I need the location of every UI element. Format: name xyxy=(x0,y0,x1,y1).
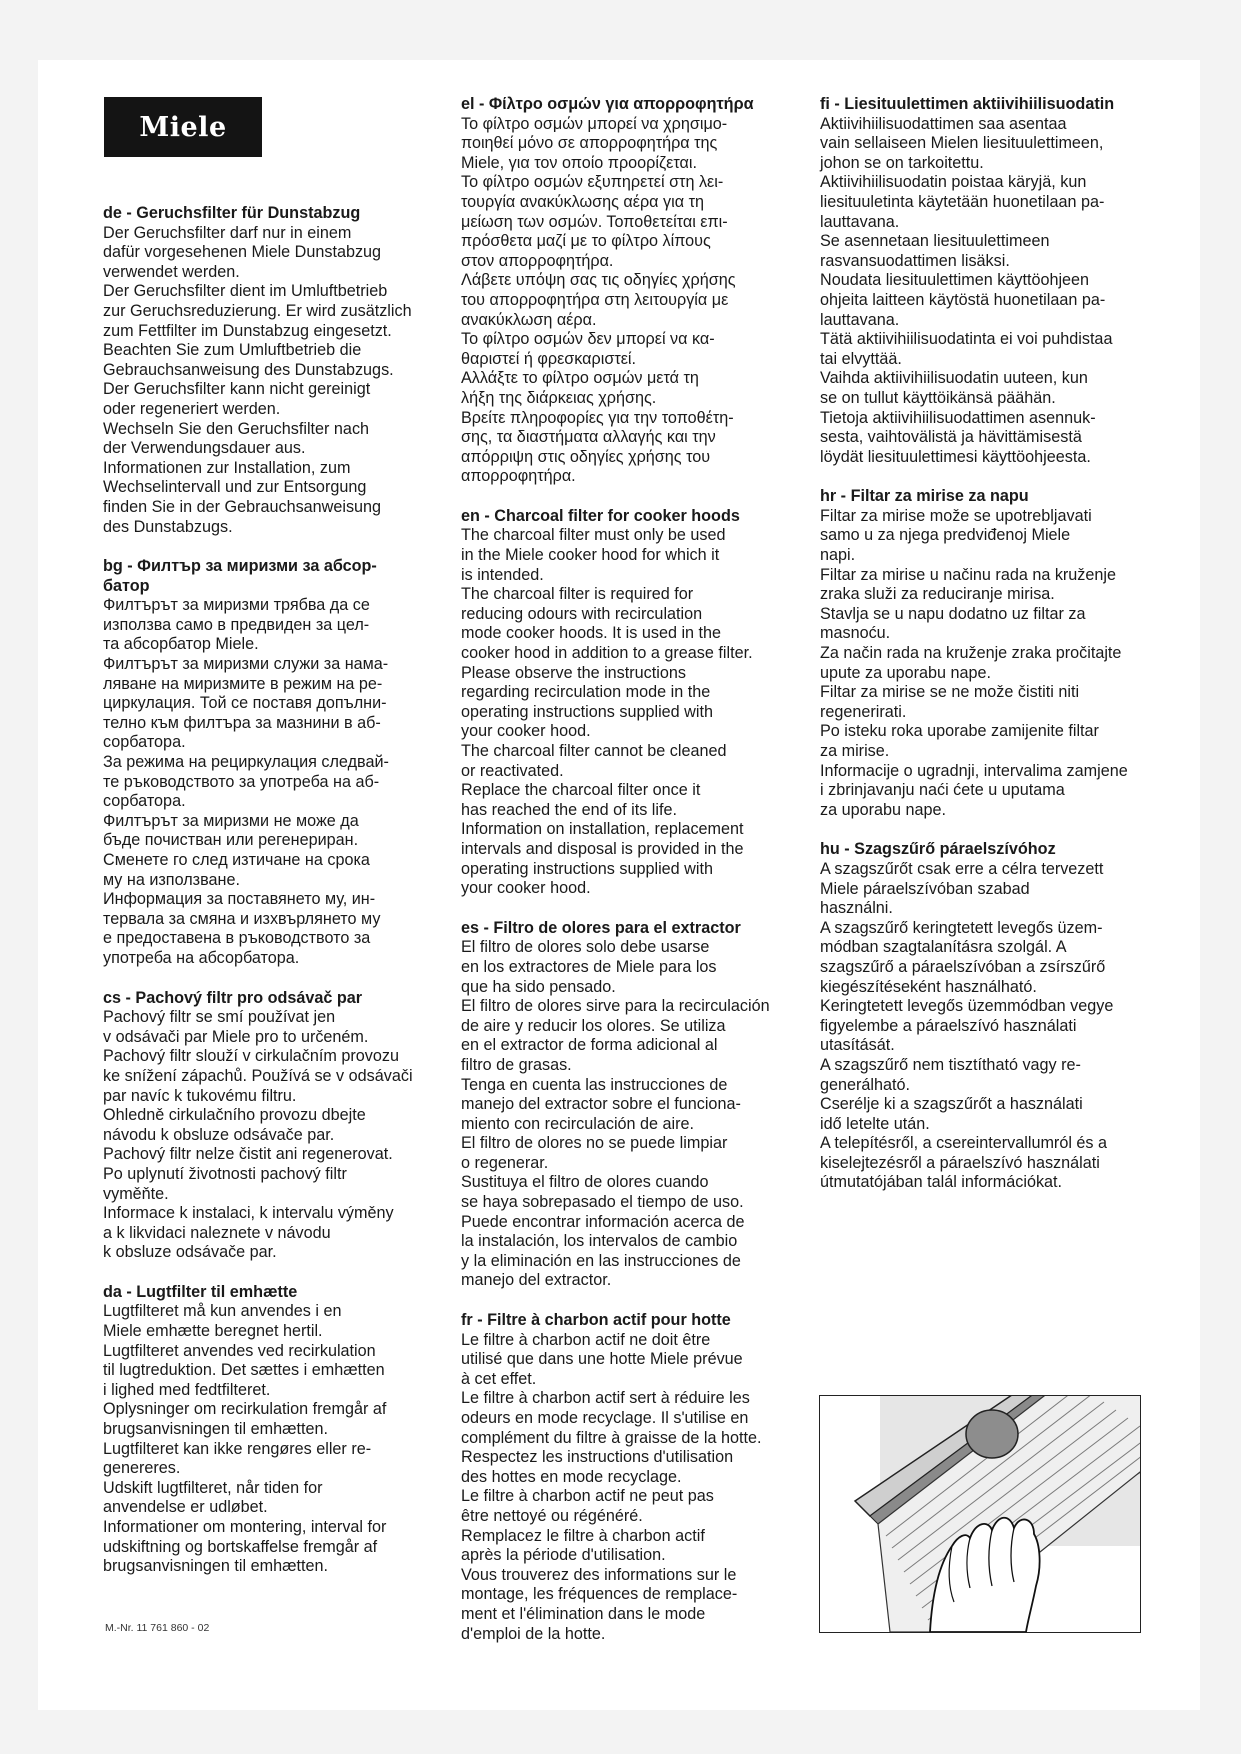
text-line: módban szagtalanításra szolgál. A xyxy=(820,938,1067,957)
text-line: or reactivated. xyxy=(461,761,564,780)
heading-line: fi - Liesituulettimen aktiivihiilisuodatin xyxy=(820,95,1115,113)
text-line: Za način rada na kruženje zraka pročitajte xyxy=(820,644,1122,663)
text-line: Wechseln Sie den Geruchsfilter nach xyxy=(103,419,370,438)
text-line: Lugtfilteret anvendes ved recirkulation xyxy=(103,1341,376,1360)
language-section xyxy=(820,840,1165,1193)
text-line: Pachový filtr se smí používat jen xyxy=(103,1008,336,1027)
text-line: se haya sobrepasado el tiempo de uso. xyxy=(461,1193,744,1212)
text-line: πρόσθετα μαζί με το φίλτρο λίπους xyxy=(461,232,711,251)
text-line: Remplacez le filtre à charbon actif xyxy=(461,1526,705,1545)
text-line: filtro de grasas. xyxy=(461,1055,572,1074)
heading-line: de - Geruchsfilter für Dunstabzug xyxy=(103,204,361,222)
text-line: upute za uporabu nape. xyxy=(820,663,992,682)
text-line: tai elvyttää. xyxy=(820,349,902,368)
text-line: i zbrinjavanju naći ćete u uputama xyxy=(820,781,1065,800)
text-line: Cserélje ki a szagszűrőt a használati xyxy=(820,1095,1083,1114)
language-section xyxy=(103,557,448,968)
document-number: M.-Nr. 11 761 860 - 02 xyxy=(105,1622,210,1634)
section-body xyxy=(820,507,1165,821)
text-line: στον απορροφητήρα. xyxy=(461,251,614,270)
text-line: Beachten Sie zum Umluftbetrieb die xyxy=(103,341,362,360)
text-line: generálható. xyxy=(820,1075,911,1094)
text-line: anvendelse er udløbet. xyxy=(103,1498,268,1517)
text-line: i lighed med fedtfilteret. xyxy=(103,1380,271,1399)
text-line: Informacije o ugradnji, intervalima zamjene xyxy=(820,761,1128,780)
section-heading xyxy=(820,840,1165,860)
text-line: Miele emhætte beregnet hertil. xyxy=(103,1322,323,1341)
text-line: kiegészítéseként használható. xyxy=(820,977,1037,996)
text-line: napi. xyxy=(820,546,856,565)
text-line: lauttavana. xyxy=(820,212,900,231)
text-line: v odsávači par Miele pro to určeném. xyxy=(103,1027,369,1046)
text-line: Tietoja aktiivihiilisuodattimen asennuk- xyxy=(820,408,1096,427)
text-line: Λάβετε υπόψη σας τις οδηγίες χρήσης xyxy=(461,271,736,290)
section-heading xyxy=(820,487,1165,507)
text-line: Gebrauchsanweisung des Dunstabzugs. xyxy=(103,360,394,379)
text-line: za uporabu nape. xyxy=(820,800,947,819)
text-line: Informationer om montering, interval for xyxy=(103,1518,387,1536)
text-line: Der Geruchsfilter kann nicht gereinigt xyxy=(103,380,371,399)
language-section xyxy=(461,507,806,899)
text-line: ment et l'élimination dans le mode xyxy=(461,1604,706,1623)
text-line: Se asennetaan liesituulettimeen xyxy=(820,232,1050,251)
text-line: Oplysninger om recirkulation fremgår af xyxy=(103,1400,387,1419)
logo-text: Miele xyxy=(139,111,227,143)
text-line: mode cooker hoods. It is used in the xyxy=(461,624,722,643)
text-line: après la période d'utilisation. xyxy=(461,1546,666,1565)
text-line: Sustituya el filtro de olores cuando xyxy=(461,1173,709,1192)
section-heading xyxy=(461,919,806,939)
section-heading xyxy=(461,95,806,115)
section-body xyxy=(461,115,806,487)
text-line: Please observe the instructions xyxy=(461,663,686,682)
text-line: Le filtre à charbon actif ne doit être xyxy=(461,1330,711,1349)
text-line: ляване на миризмите в режим на ре- xyxy=(103,674,383,693)
text-line: Respectez les instructions d'utilisation xyxy=(461,1448,734,1467)
text-line: Filtar za mirise u načinu rada na kruženje xyxy=(820,565,1117,584)
text-column-1 xyxy=(103,204,448,1597)
text-line: d'emploi de la hotte. xyxy=(461,1624,606,1643)
text-line: бъде почистван или регенериран. xyxy=(103,831,359,850)
heading-line: es - Filtro de olores para el extractor xyxy=(461,918,741,937)
text-line: udskiftning og bortskaffelse fremgår af xyxy=(103,1537,378,1556)
heading-line: en - Charcoal filter for cooker hoods xyxy=(461,506,740,525)
text-line: complément du filtre à graisse de la hotte. xyxy=(461,1428,762,1447)
section-body xyxy=(103,1302,448,1576)
text-line: те ръководството за употреба на аб- xyxy=(103,772,380,791)
text-line: Miele, για τον οποίο προορίζεται. xyxy=(461,153,697,172)
text-line: Lugtfilteret må kun anvendes i en xyxy=(103,1302,342,1321)
text-line: Βρείτε πληροφορίες για την τοποθέτη- xyxy=(461,408,734,427)
text-column-3 xyxy=(820,95,1165,1213)
language-section xyxy=(103,204,448,537)
text-line: la instalación, los intervalos de cambio xyxy=(461,1232,738,1251)
text-line: à cet effet. xyxy=(461,1369,537,1388)
text-line: zraka služi za reduciranje mirisa. xyxy=(820,585,1055,604)
heading-line: cs - Pachový filtr pro odsávač par xyxy=(103,988,363,1007)
text-line: Noudata liesituulettimen käyttöohjeen xyxy=(820,271,1090,290)
text-line: ohjeita laitteen käytöstä huonetilaan pa- xyxy=(820,290,1106,309)
text-line: Филтърът за миризми трябва да се xyxy=(103,596,370,615)
text-line: απορροφητήρα. xyxy=(461,467,576,486)
text-line: des Dunstabzugs. xyxy=(103,517,233,536)
text-line: zum Fettfilter im Dunstabzug eingesetzt. xyxy=(103,321,392,340)
section-heading xyxy=(461,1311,806,1331)
language-section xyxy=(103,989,448,1263)
section-body xyxy=(461,938,806,1291)
text-line: λήξη της διάρκειας χρήσης. xyxy=(461,388,657,407)
text-line: your cooker hood. xyxy=(461,879,591,898)
text-column-2 xyxy=(461,95,806,1664)
text-line: operating instructions supplied with xyxy=(461,859,713,878)
text-line: Der Geruchsfilter dient im Umluftbetrieb xyxy=(103,282,388,301)
text-line: operating instructions supplied with xyxy=(461,702,713,721)
text-line: a k likvidaci naleznete v návodu xyxy=(103,1223,331,1242)
text-line: Replace the charcoal filter once it xyxy=(461,781,701,800)
text-line: е предоставена в ръководството за xyxy=(103,929,371,948)
text-line: rasvansuodattimen lisäksi. xyxy=(820,251,1010,270)
text-line: Сменете го след изтичане на срока xyxy=(103,851,370,869)
text-line: cooker hood in addition to a grease filter. xyxy=(461,644,753,663)
text-line: en los extractores de Miele para los xyxy=(461,957,717,976)
text-line: Aktiivihiilisuodattimen saa asentaa xyxy=(820,114,1067,133)
language-section xyxy=(461,1311,806,1644)
text-line: in the Miele cooker hood for which it xyxy=(461,546,720,565)
text-line: Puede encontrar información acerca de xyxy=(461,1212,745,1231)
text-line: être nettoyé ou régénéré. xyxy=(461,1506,643,1525)
text-line: Po uplynutí životnosti pachový filtr xyxy=(103,1164,347,1183)
text-line: циркулация. Той се поставя допълни- xyxy=(103,694,387,713)
text-line: johon se on tarkoitettu. xyxy=(820,153,984,172)
text-line: Informationen zur Installation, zum xyxy=(103,458,351,477)
text-line: τουργία ανακύκλωσης αέρα για τη xyxy=(461,192,704,211)
section-body xyxy=(103,224,448,538)
heading-line: hr - Filtar za mirise za napu xyxy=(820,487,1029,506)
text-line: utilisé que dans une hotte Miele prévue xyxy=(461,1350,743,1369)
text-line: Po isteku roka uporabe zamijenite filtar xyxy=(820,722,1099,741)
section-heading xyxy=(103,989,448,1009)
text-line: se on tullut käyttöikänsä päähän. xyxy=(820,388,1056,407)
text-line: regenerirati. xyxy=(820,702,907,721)
text-line: El filtro de olores no se puede limpiar xyxy=(461,1134,728,1153)
text-line: El filtro de olores solo debe usarse xyxy=(461,938,710,957)
text-line: löydät liesituulettimesi käyttöohjeesta. xyxy=(820,447,1091,466)
language-section xyxy=(103,1283,448,1577)
filter-installation-illustration xyxy=(819,1395,1141,1633)
text-line: en el extractor de forma adicional al xyxy=(461,1036,718,1055)
text-line: your cooker hood. xyxy=(461,722,591,741)
text-line: szagszűrő a páraelszívóban a zsírszűrő xyxy=(820,957,1106,976)
text-line: тервала за смяна и изхвърлянето му xyxy=(103,909,381,928)
text-line: El filtro de olores sirve para la recirculación xyxy=(461,997,770,1016)
text-line: απόρριψη στις οδηγίες χρήσης του xyxy=(461,447,711,466)
section-body xyxy=(461,526,806,898)
text-line: útmutatójában talál információkat. xyxy=(820,1173,1063,1192)
text-line: Keringtetett levegős üzemmódban vegye xyxy=(820,997,1114,1016)
language-section xyxy=(461,95,806,487)
heading-line: bg - Филтър за миризми за абсор- xyxy=(103,557,377,576)
text-line: Το φίλτρο οσμών μπορεί να χρησιμο- xyxy=(461,114,728,133)
text-line: regarding recirculation mode in the xyxy=(461,683,711,702)
text-line: Tätä aktiivihiilisuodatinta ei voi puhdistaa xyxy=(820,330,1113,349)
text-line: ke snížení zápachů. Používá se v odsávači xyxy=(103,1066,413,1085)
text-line: ποιηθεί μόνο σε απορροφητήρα της xyxy=(461,134,718,153)
text-line: A szagszűrő nem tisztítható vagy re- xyxy=(820,1055,1081,1074)
text-line: Ohledně cirkulačního provozu dbejte xyxy=(103,1106,366,1125)
text-line: Vaihda aktiivihiilisuodatin uuteen, kun xyxy=(820,369,1088,388)
heading-line: fr - Filtre à charbon actif pour hotte xyxy=(461,1311,731,1330)
text-line: finden Sie in der Gebrauchsanweisung xyxy=(103,497,382,516)
section-heading xyxy=(103,204,448,224)
text-line: utasítását. xyxy=(820,1036,895,1055)
section-body xyxy=(103,596,448,968)
text-line: Pachový filtr nelze čistit ani regenerovat. xyxy=(103,1145,393,1164)
text-line: manejo del extractor. xyxy=(461,1271,612,1290)
text-line: o regenerar. xyxy=(461,1153,549,1172)
text-line: zur Geruchsreduzierung. Er wird zusätzlich xyxy=(103,301,412,320)
text-line: oder regeneriert werden. xyxy=(103,399,281,418)
text-line: телно към филтъра за мазнини в аб- xyxy=(103,713,381,732)
text-line: des hottes en mode recyclage. xyxy=(461,1467,682,1486)
text-line: Филтърът за миризми не може да xyxy=(103,811,359,830)
text-line: Το φίλτρο οσμών δεν μπορεί να κα- xyxy=(461,330,715,349)
heading-line: el - Φίλτρο οσμών για απορροφητήρα xyxy=(461,95,754,113)
text-line: Филтърът за миризми служи за нама- xyxy=(103,655,389,674)
text-line: y la eliminación en las instrucciones de xyxy=(461,1251,741,1270)
text-line: Der Geruchsfilter darf nur in einem xyxy=(103,223,352,242)
text-line: za mirise. xyxy=(820,742,890,760)
section-body xyxy=(103,1008,448,1263)
text-line: Information on installation, replacement xyxy=(461,820,744,839)
language-section xyxy=(820,95,1165,467)
text-line: μείωση των οσμών. Τοποθετείται επι- xyxy=(461,212,728,231)
text-line: használni. xyxy=(820,899,893,918)
text-line: de aire y reducir los olores. Se utiliza xyxy=(461,1016,726,1035)
text-line: Aktiivihiilisuodatin poistaa käryjä, kun xyxy=(820,173,1087,192)
text-line: Wechselintervall und zur Entsorgung xyxy=(103,478,367,497)
text-line: kiselejtezésről a páraelszívó használati xyxy=(820,1153,1100,1172)
text-line: The charcoal filter is required for xyxy=(461,585,694,604)
section-heading xyxy=(820,95,1165,115)
text-line: Vous trouverez des informations sur le xyxy=(461,1565,737,1584)
text-line: θαριστεί ή φρεσκαριστεί. xyxy=(461,349,637,368)
language-section xyxy=(820,487,1165,820)
language-section xyxy=(461,919,806,1291)
section-body xyxy=(820,860,1165,1193)
text-line: samo u za njega predviđenoj Miele xyxy=(820,526,1071,545)
text-line: brugsanvisningen til emhætten. xyxy=(103,1557,328,1576)
text-line: genereres. xyxy=(103,1459,181,1478)
text-line: Miele páraelszívóban szabad xyxy=(820,879,1030,898)
text-line: Filtar za mirise može se upotrebljavati xyxy=(820,506,1092,525)
text-line: intervals and disposal is provided in the xyxy=(461,839,744,858)
text-line: Udskift lugtfilteret, når tiden for xyxy=(103,1478,323,1497)
text-line: A szagszűrőt csak erre a célra tervezett xyxy=(820,859,1104,878)
text-line: que ha sido pensado. xyxy=(461,977,616,996)
text-line: използва само в предвиден за цел- xyxy=(103,615,370,634)
text-line: σης, τα διαστήματα αλλαγής και την xyxy=(461,428,716,447)
text-line: Pachový filtr slouží v cirkulačním provozu xyxy=(103,1047,399,1066)
text-line: Filtar za mirise se ne može čistiti niti xyxy=(820,683,1080,702)
section-heading xyxy=(103,1283,448,1303)
heading-line: батор xyxy=(103,576,150,595)
text-line: Αλλάξτε το φίλτρο οσμών μετά τη xyxy=(461,369,699,388)
miele-logo xyxy=(104,97,262,157)
text-line: Tenga en cuenta las instrucciones de xyxy=(461,1075,728,1094)
text-line: та абсорбатор Miele. xyxy=(103,635,259,654)
text-line: k obsluze odsávače par. xyxy=(103,1243,277,1262)
text-line: idő letelte után. xyxy=(820,1114,930,1133)
text-line: reducing odours with recirculation xyxy=(461,604,703,623)
text-line: lauttavana. xyxy=(820,310,900,329)
text-line: dafür vorgesehenen Miele Dunstabzug xyxy=(103,243,382,262)
text-line: A telepítésről, a csereintervallumról és a xyxy=(820,1134,1108,1153)
text-line: Informace k instalaci, k intervalu výměny xyxy=(103,1204,394,1223)
text-line: ανακύκλωση αέρα. xyxy=(461,310,597,329)
heading-line: da - Lugtfilter til emhætte xyxy=(103,1282,298,1301)
text-line: Le filtre à charbon actif ne peut pas xyxy=(461,1487,714,1506)
text-line: сорбатора. xyxy=(103,792,186,811)
text-line: του απορροφητήρα στη λειτουργία με xyxy=(461,290,729,309)
text-line: Информация за поставянето му, ин- xyxy=(103,890,376,909)
section-body xyxy=(461,1331,806,1645)
text-line: til lugtreduktion. Det sættes i emhætten xyxy=(103,1361,385,1380)
text-line: liesituuletinta käytetään huonetilaan pa- xyxy=(820,192,1105,211)
text-line: verwendet werden. xyxy=(103,262,240,281)
text-line: masnoću. xyxy=(820,624,891,643)
text-line: miento con recirculación de aire. xyxy=(461,1114,695,1133)
text-line: sesta, vaihtovälistä ja hävittämisestä xyxy=(820,428,1082,447)
text-line: The charcoal filter cannot be cleaned xyxy=(461,742,727,760)
text-line: figyelembe a páraelszívó használati xyxy=(820,1016,1077,1035)
text-line: odeurs en mode recyclage. Il s'utilise en xyxy=(461,1409,749,1427)
heading-line: hu - Szagszűrő páraelszívóhoz xyxy=(820,840,1056,859)
text-line: der Verwendungsdauer aus. xyxy=(103,439,306,458)
text-line: brugsanvisningen til emhætten. xyxy=(103,1420,328,1439)
text-line: návodu k obsluze odsávače par. xyxy=(103,1125,335,1144)
text-line: Το φίλτρο οσμών εξυπηρετεί στη λει- xyxy=(461,173,724,192)
text-line: vain sellaiseen Mielen liesituulettimeen, xyxy=(820,134,1104,153)
text-line: A szagszűrő keringtetett levegős üzem- xyxy=(820,918,1103,937)
section-heading xyxy=(461,507,806,527)
text-line: vyměňte. xyxy=(103,1184,169,1203)
text-line: Lugtfilteret kan ikke rengøres eller re- xyxy=(103,1439,372,1458)
text-line: par navíc k tukovému filtru. xyxy=(103,1086,297,1105)
section-heading xyxy=(103,557,448,596)
text-line: The charcoal filter must only be used xyxy=(461,526,726,545)
text-line: has reached the end of its life. xyxy=(461,800,677,819)
text-line: manejo del extractor sobre el funciona- xyxy=(461,1095,741,1114)
text-line: му на използване. xyxy=(103,870,240,889)
text-line: употреба на абсорбатора. xyxy=(103,948,300,967)
text-line: Le filtre à charbon actif sert à réduire les xyxy=(461,1389,750,1408)
text-line: Stavlja se u napu dodatno uz filtar za xyxy=(820,604,1086,623)
text-line: montage, les fréquences de remplace- xyxy=(461,1585,738,1604)
text-line: is intended. xyxy=(461,565,544,584)
text-line: сорбатора. xyxy=(103,733,186,752)
text-line: За режима на рециркулация следвай- xyxy=(103,753,389,772)
section-body xyxy=(820,115,1165,468)
